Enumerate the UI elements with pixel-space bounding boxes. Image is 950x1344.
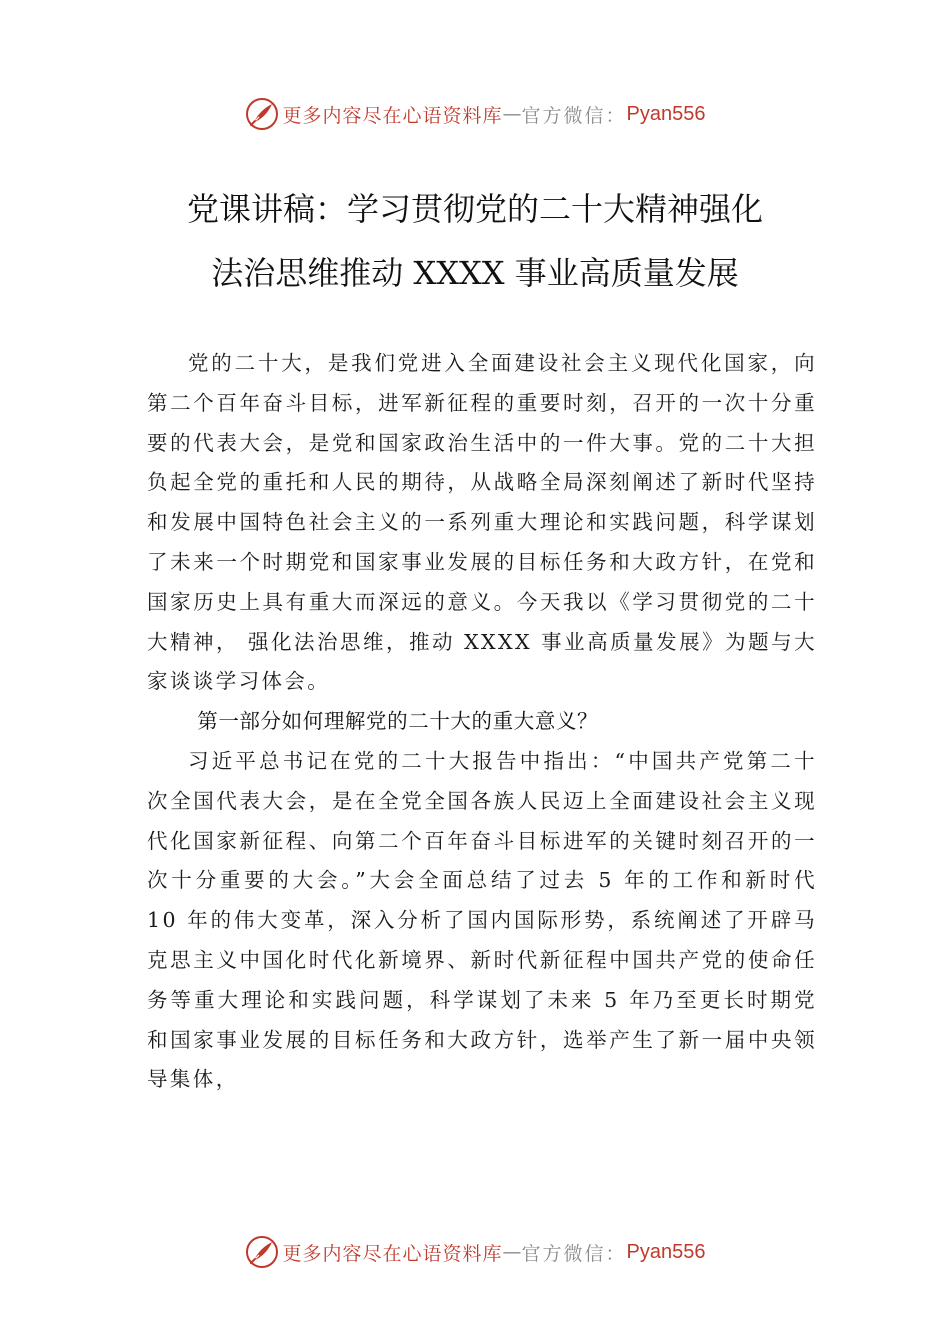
banner-wechat-id: Pyan556 [626,102,706,125]
quill-pen-logo-icon [245,1235,279,1269]
page-title-line-1: 党课讲稿：学习贯彻党的二十大精神强化 [186,190,763,228]
quill-pen-logo-icon [245,97,279,131]
page-title-line-2: 法治思维推动 XXXX 事业高质量发展 [211,254,739,292]
section-heading: 第一部分如何理解党的二十大的重大意义？ [197,709,599,734]
document-body [147,344,817,1100]
banner-separator: — [502,103,522,125]
paragraph-intro: 党的二十大，是我们党进入全面建设社会主义现代化国家，向第二个百年奋斗目标，进军新征程的重要时刻，召开的一次十分重要的代表大会，是党和国家政治生活中的一件大事。党的二十大担负起全党的重托和人民的期待，从战略全局深刻阐述了新时代坚持和发展中国特色社会主义的一系列重大理论和实践问题，科学谋划了未来一个时期党和国家事业发展的目标任务和大政方针，在党和国家历史上具有重大而深远的意义。今天我以《学习贯彻党的二十大精神， 强化法治思维，推动 XXXX 事业高质量发展》为题与大家谈谈学习体会。 [147,351,817,694]
banner-wechat-label: 官方微信： [521,104,627,127]
banner-text: 更多内容尽在心语资料库 [282,104,503,127]
banner-wechat-id: Pyan556 [626,1240,706,1263]
banner-separator: — [502,1241,522,1263]
paragraph-section-1: 习近平总书记在党的二十大报告中指出：“中国共产党第二十次全国代表大会，是在全党全国各族人民迈上全面建设社会主义现代化国家新征程、向第二个百年奋斗目标进军的关键时刻召开的一次十分重要的大会。”大会全面总结了过去 5 年的工作和新时代 10 年的伟大变革，深入分析了国内国际形势，系统阐述了开辟马克思主义中国化时代化新境界、新时代新征程中国共产党的使命任务等重大理论和实践问题，科学谋划了未来 5 年乃至更长时期党和国家事业发展的目标任务和大政方针，选举产生了新一届中央领导集体， [147,748,817,1092]
footer-banner [0,1232,950,1272]
header-banner [0,94,950,134]
banner-text: 更多内容尽在心语资料库 [282,1242,503,1265]
banner-wechat-label: 官方微信： [521,1242,627,1265]
